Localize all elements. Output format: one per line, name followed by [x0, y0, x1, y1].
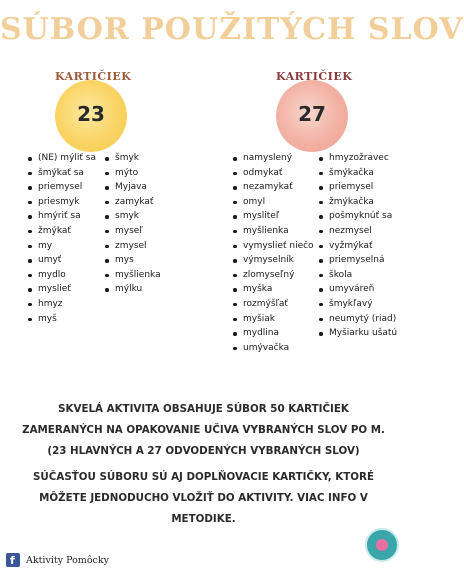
word-item: myseľ — [104, 224, 161, 239]
word-item: žmýkať — [27, 224, 96, 239]
brand-logo — [365, 528, 399, 562]
word-item: mydlina — [232, 326, 314, 341]
word-item: priesmyk — [27, 195, 96, 210]
word-item: mysliteľ — [232, 209, 314, 224]
word-item: hmyz — [27, 297, 96, 312]
word-item: mydlo — [27, 268, 96, 283]
word-item: šmyk — [104, 151, 161, 166]
word-item: priemysel — [318, 180, 397, 195]
badge-number: 27 — [298, 102, 326, 126]
word-item: myšlienka — [104, 268, 161, 283]
word-item: šmýkať sa — [27, 166, 96, 181]
word-item: mýlku — [104, 282, 161, 297]
word-item: nezamykať — [232, 180, 314, 195]
word-item: rozmýšľať — [232, 297, 314, 312]
word-list-main-1 — [27, 151, 96, 326]
word-item: namyslený — [232, 151, 314, 166]
badge-label: KARTIČIEK — [276, 70, 353, 83]
word-item: myšlienka — [232, 224, 314, 239]
word-item: šmykľavý — [318, 297, 397, 312]
word-item: umyť — [27, 253, 96, 268]
badge-27 — [276, 70, 353, 152]
description-paragraph-2: SÚČASŤOU SÚBORU SÚ AJ DOPLŇOVACIE KARTIČKY, KTORÉ MÔŽETE JEDNODUCHO VLOŽIŤ DO AKTIVITY. VIAC INFO V METODIKE. — [33, 471, 374, 525]
word-item: odmykať — [232, 166, 314, 181]
word-item: nezmysel — [318, 224, 397, 239]
facebook-icon[interactable]: f — [6, 553, 20, 567]
word-item: mys — [104, 253, 161, 268]
word-item: my — [27, 239, 96, 254]
word-item: zmysel — [104, 239, 161, 254]
footer — [6, 552, 109, 568]
word-list-derived-2 — [318, 151, 397, 341]
page-title: SÚBOR POUŽITÝCH SLOV — [0, 12, 464, 47]
word-item: šmýkačka — [318, 166, 397, 181]
word-item: (NE) mýliť sa — [27, 151, 96, 166]
footer-text[interactable]: Aktivity Pomôcky — [26, 554, 109, 566]
word-item: umývačka — [232, 341, 314, 356]
word-item: priemysel — [27, 180, 96, 195]
word-item: škola — [318, 268, 397, 283]
word-item: zamykať — [104, 195, 161, 210]
word-item: žmýkačka — [318, 195, 397, 210]
word-item: omyl — [232, 195, 314, 210]
word-item: myšiak — [232, 312, 314, 327]
word-item: myška — [232, 282, 314, 297]
badge-label: KARTIČIEK — [55, 70, 132, 83]
word-item: vymyslieť niečo — [232, 239, 314, 254]
word-item: Myjava — [104, 180, 161, 195]
word-item: myslieť — [27, 282, 96, 297]
word-item: vyžmýkať — [318, 239, 397, 254]
word-list-derived-1 — [232, 151, 314, 355]
word-item: pošmyknúť sa — [318, 209, 397, 224]
word-item: výmyselník — [232, 253, 314, 268]
word-item: umyváreň — [318, 282, 397, 297]
word-item: neumytý (riad) — [318, 312, 397, 327]
badge-number: 23 — [77, 102, 105, 126]
word-item: myš — [27, 312, 96, 327]
word-item: Myšiarku ušatú — [318, 326, 397, 341]
word-list-main-2 — [104, 151, 161, 297]
word-item: hmýriť sa — [27, 209, 96, 224]
badge-23 — [55, 70, 132, 152]
word-item: hmyzožravec — [318, 151, 397, 166]
word-item: mýto — [104, 166, 161, 181]
word-item: priemyselná — [318, 253, 397, 268]
description-paragraph-1: SKVELÁ AKTIVITA OBSAHUJE SÚBOR 50 KARTIČIEK ZAMERANÝCH NA OPAKOVANIE UČIVA VYBRANÝCH SLOV PO M. (23 HLAVNÝCH A 27 ODVODENÝCH VYBRANÝCH SLOV) — [22, 403, 385, 457]
word-item: smyk — [104, 209, 161, 224]
word-item: zlomyseľný — [232, 268, 314, 283]
